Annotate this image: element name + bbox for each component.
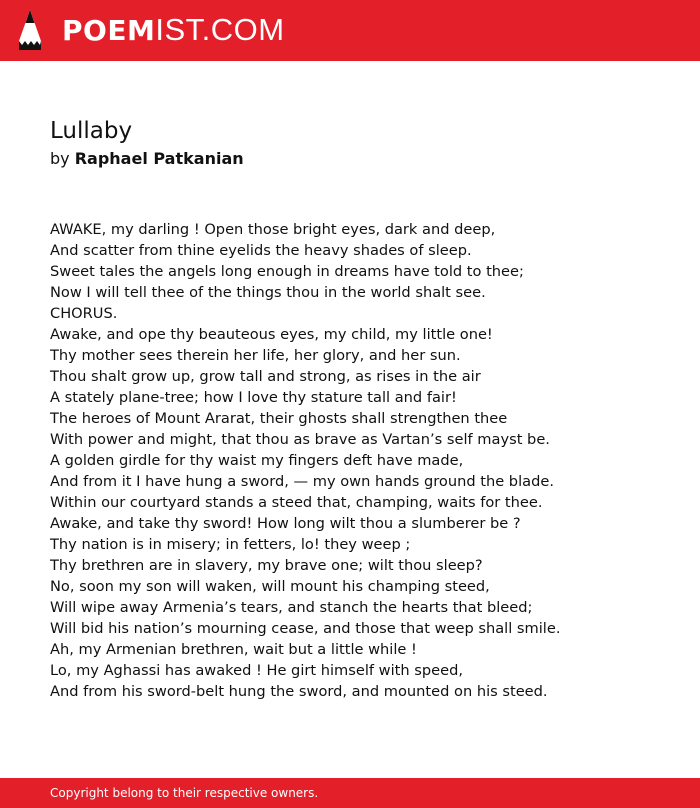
poem-line: Awake, and take thy sword! How long wilt thou a slumberer be ? (50, 515, 521, 532)
by-label: by (50, 149, 70, 168)
poem-body (50, 219, 670, 702)
poem-line: Thy brethren are in slavery, my brave one; wilt thou sleep? (50, 557, 483, 574)
poem-line: Awake, and ope thy beauteous eyes, my child, my little one! (50, 326, 493, 343)
poem-line: The heroes of Mount Ararat, their ghosts shall strengthen thee (50, 410, 508, 427)
logo-brand-bold: POEM (62, 14, 156, 47)
poem-line: And from his sword-belt hung the sword, and mounted on his steed. (50, 683, 548, 700)
site-footer (0, 778, 700, 808)
poem-line: Sweet tales the angels long enough in dreams have told to thee; (50, 263, 524, 280)
logo-brand-light: IST.COM (155, 12, 285, 47)
poem-author: Raphael Patkanian (74, 149, 244, 168)
poem-line: And from it I have hung a sword, — my own hands ground the blade. (50, 473, 554, 490)
poem-line: Thou shalt grow up, grow tall and strong, as rises in the air (50, 368, 481, 385)
copyright-notice: Copyright belong to their respective owners. (50, 786, 319, 800)
poem-line: No, soon my son will waken, will mount his champing steed, (50, 578, 490, 595)
poem-line: A stately plane-tree; how I love thy stature tall and fair! (50, 389, 457, 406)
poem-line: And scatter from thine eyelids the heavy shades of sleep. (50, 242, 472, 259)
poem-line: Thy nation is in misery; in fetters, lo! they weep ; (50, 536, 411, 553)
poem-byline (50, 148, 244, 170)
poem-line: CHORUS. (50, 305, 118, 322)
poem-title: Lullaby (50, 118, 133, 144)
poem-line: Within our courtyard stands a steed that, champing, waits for thee. (50, 494, 543, 511)
pencil-tip-icon[interactable] (18, 9, 42, 51)
site-header (0, 0, 700, 61)
poem-line: AWAKE, my darling ! Open those bright eyes, dark and deep, (50, 221, 496, 238)
poem-line: Thy mother sees therein her life, her glory, and her sun. (50, 347, 461, 364)
poem-line: With power and might, that thou as brave as Vartan’s self mayst be. (50, 431, 550, 448)
site-logo[interactable] (62, 12, 285, 48)
poem-line: Ah, my Armenian brethren, wait but a little while ! (50, 641, 417, 658)
poem-line: Now I will tell thee of the things thou in the world shalt see. (50, 284, 486, 301)
poem-line: Lo, my Aghassi has awaked ! He girt himself with speed, (50, 662, 463, 679)
poem-line: Will wipe away Armenia’s tears, and stanch the hearts that bleed; (50, 599, 533, 616)
poem-line: Will bid his nation’s mourning cease, and those that weep shall smile. (50, 620, 561, 637)
poem-line: A golden girdle for thy waist my fingers deft have made, (50, 452, 464, 469)
